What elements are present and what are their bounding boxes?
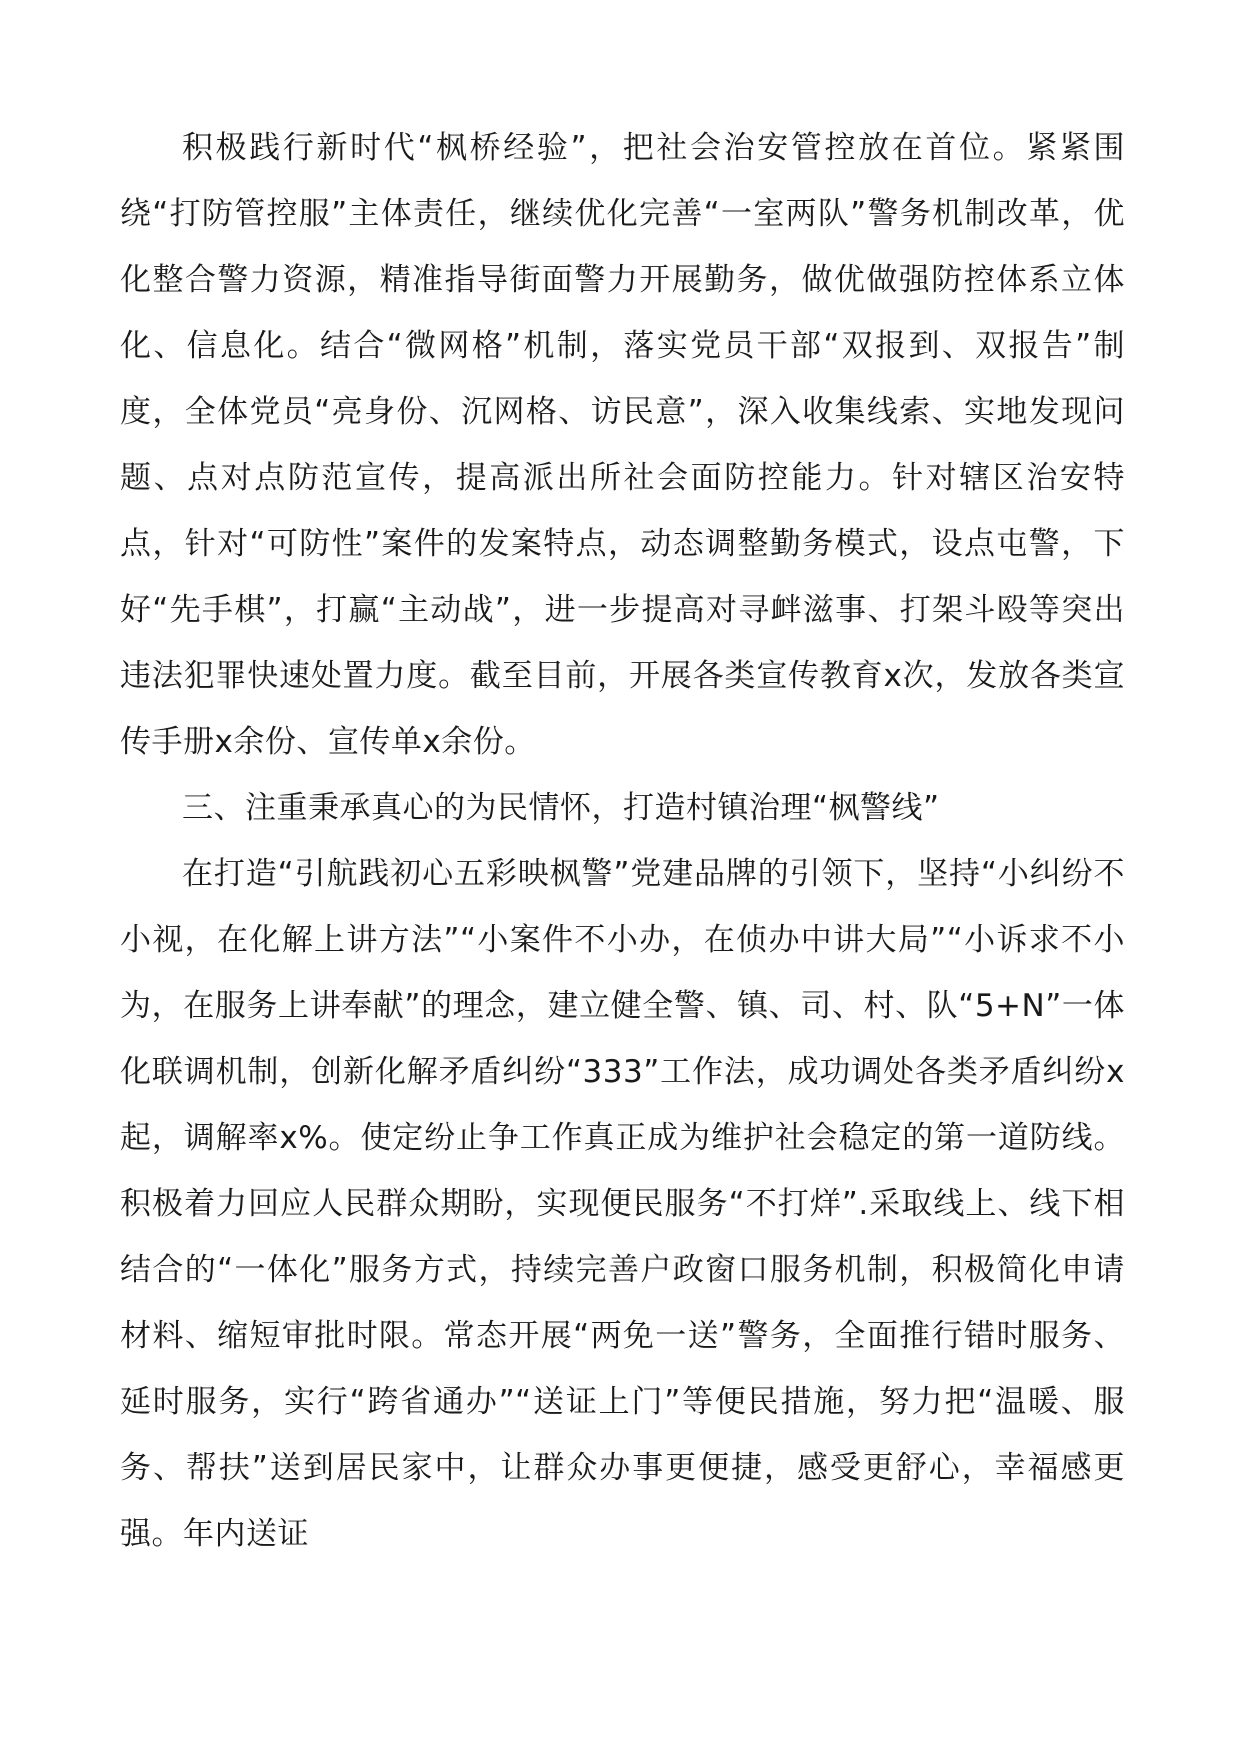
document-body bbox=[120, 115, 1125, 1567]
body-paragraph-2: 在打造“引航践初心五彩映枫警”党建品牌的引领下，坚持“小纠纷不小视，在化解上讲方法”“小案件不小办，在侦办中讲大局”“小诉求不小为，在服务上讲奉献”的理念，建立健全警、镇、司、村、队“5+N”一体化联调机制，创新化解矛盾纠纷“333”工作法，成功调处各类矛盾纠纷x起，调解率x%。使定纷止争工作真正成为维护社会稳定的第一道防线。积极着力回应人民群众期盼，实现便民服务“不打烊”.采取线上、线下相结合的“一体化”服务方式，持续完善户政窗口服务机制，积极简化申请材料、缩短审批时限。常态开展“两免一送”警务，全面推行错时服务、延时服务，实行“跨省通办”“送证上门”等便民措施，努力把“温暖、服务、帮扶”送到居民家中，让群众办事更便捷，感受更舒心，幸福感更强。年内送证 bbox=[120, 856, 1125, 1552]
section-heading-3: 三、注重秉承真心的为民情怀，打造村镇治理“枫警线” bbox=[182, 790, 940, 826]
body-paragraph-1: 积极践行新时代“枫桥经验”，把社会治安管控放在首位。紧紧围绕“打防管控服”主体责任，继续优化完善“一室两队”警务机制改革，优化整合警力资源，精准指导街面警力开展勤务，做优做强防控体系立体化、信息化。结合“微网格”机制，落实党员干部“双报到、双报告”制度，全体党员“亮身份、沉网格、访民意”，深入收集线索、实地发现问题、点对点防范宣传，提高派出所社会面防控能力。针对辖区治安特点，针对“可防性”案件的发案特点，动态调整勤务模式，设点屯警，下好“先手棋”，打赢“主动战”，进一步提高对寻衅滋事、打架斗殴等突出违法犯罪快速处置力度。截至目前，开展各类宣传教育x次，发放各类宣传手册x余份、宣传单x余份。 bbox=[120, 130, 1125, 760]
